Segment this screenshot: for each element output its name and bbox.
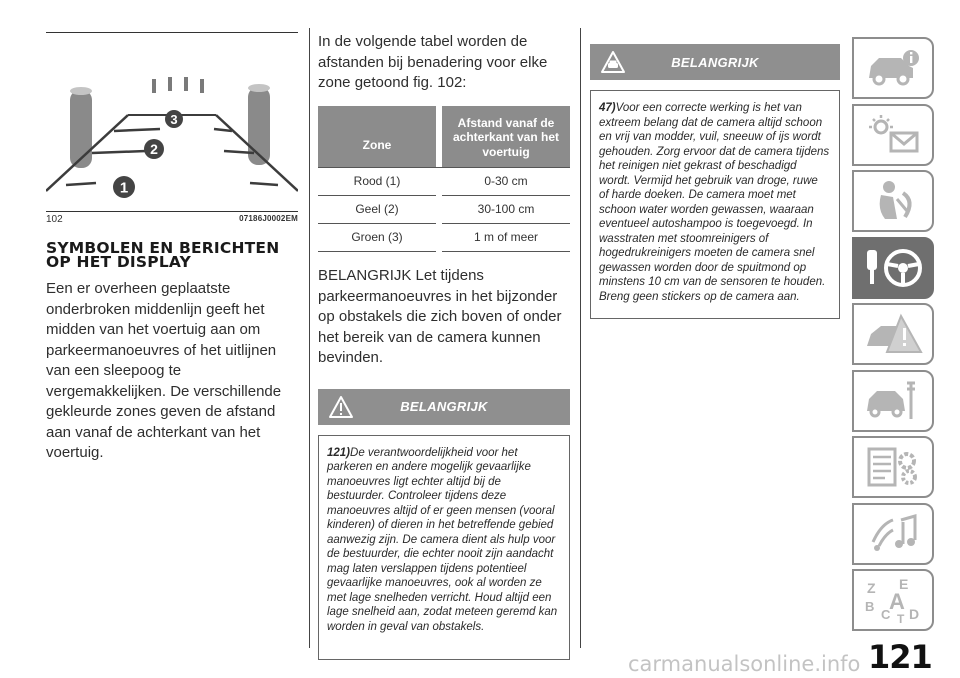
middle-column — [318, 32, 570, 660]
table-cell: 30-100 cm — [442, 196, 570, 224]
warning-number: 121) — [327, 446, 351, 459]
center-dashes — [152, 77, 204, 93]
marker-2 — [144, 139, 164, 159]
table-row — [318, 224, 570, 252]
svg-text:1: 1 — [119, 179, 129, 197]
warning-text: De verantwoordelijkheid voor het parkeren en andere mogelijk gevaarlijke manoeuvres ligt echter altijd bij de bestuurder. Controleer tijdens deze manoeuvres altijd of er geen mensen (vooral kinderen) of dieren in het betreffende gebied aanwezig zijn. De camera dient als hulp voor de bestuurder, die echter nooit zijn aandacht mag laten verslappen tijdens potentieel gevaarlijke manoeuvres, ook al worden ze met lage snelheden verricht. Houd altijd een lage snelheid aan, zodat meteen geremd kan worden in geval van obstakels. — [327, 446, 558, 633]
index-letters-icon — [861, 575, 925, 625]
important-note: BELANGRIJK Let tijdens parkeermanoeuvres in het bijzonder op obstakels die zich boven of onder het bereik van de camera kunnen bevinden. — [318, 267, 562, 366]
warning-number: 47) — [599, 102, 616, 114]
table-cell: 0-30 cm — [442, 168, 570, 196]
table-cell: Rood (1) — [318, 168, 436, 196]
distance-table — [318, 106, 570, 253]
marker-3 — [165, 110, 183, 128]
warning-body — [590, 90, 840, 319]
figure-caption — [46, 214, 298, 225]
svg-text:T: T — [897, 612, 905, 625]
guidelines-illustration — [46, 33, 298, 213]
multimedia-icon — [863, 512, 923, 556]
warning-header — [590, 44, 840, 80]
marker-1 — [113, 176, 135, 198]
chapter-tabs — [852, 37, 934, 636]
svg-text:A: A — [889, 589, 905, 614]
seat-airbag-icon — [863, 179, 923, 223]
tab-car-accident[interactable] — [852, 303, 934, 365]
table-cell: 1 m of meer — [442, 224, 570, 252]
table-cell: Geel (2) — [318, 196, 436, 224]
car-accident-icon — [863, 312, 923, 356]
column-divider — [580, 28, 581, 648]
car-warning-icon — [600, 50, 626, 77]
left-post — [70, 87, 92, 168]
car-info-icon — [863, 48, 923, 88]
tab-warning-lights[interactable] — [852, 104, 934, 166]
warning-lights-icon — [863, 113, 923, 157]
table-intro: In de volgende tabel worden de afstanden bij benadering voor elke zone getoond fig. 102: — [318, 33, 548, 91]
specs-gears-icon — [863, 445, 923, 489]
svg-text:D: D — [909, 606, 920, 622]
svg-text:C: C — [881, 607, 891, 622]
svg-text:E: E — [899, 576, 909, 592]
section-body: Een er overheen geplaatste onderbroken middenlijn geeft het midden van het voertuig aan om parkeermanoeuvres of het uitlijnen van een sleepoog te vergemakkelijken. De verschillende gekleurde zones geven de afstand aan vanaf de achterkant van het voertuig. — [46, 280, 282, 461]
svg-text:3: 3 — [170, 112, 178, 127]
warning-body — [318, 435, 570, 660]
tab-key-steering-wheel[interactable] — [852, 237, 934, 299]
column-divider — [309, 28, 310, 648]
figure-code: 07186J0002EM — [239, 214, 298, 223]
tab-index-letters[interactable] — [852, 569, 934, 631]
key-steering-wheel-icon — [861, 246, 925, 290]
warning-heading: BELANGRIJK — [400, 399, 488, 414]
table-header-zone: Zone — [318, 106, 436, 168]
table-header-distance: Afstand vanaf de achterkant van het voertuig — [442, 106, 570, 168]
tab-car-info[interactable] — [852, 37, 934, 99]
car-tools-icon — [863, 379, 923, 423]
watermark: carmanualsonline.info — [628, 652, 861, 676]
svg-text:B: B — [865, 599, 875, 614]
table-cell: Groen (3) — [318, 224, 436, 252]
right-column — [590, 44, 840, 319]
warning-text: Voor een correcte werking is het van extreem belang dat de camera altijd schoon en vrij van modder, vuil, sneeuw of ijs wordt gehouden. Zorg ervoor dat de camera tijdens het reinigen niet gekrast of beschadigd wordt. Vermijd het gebruik van droge, ruwe of harde doeken. De camera moet met schoon water worden gewassen, waaraan eventueel autoshampoo is toegevoegd. In wasstraten met stoomreinigers of hogedrukreinigers moeten de camera snel gewassen worden door de spuitmond op minstens 10 cm van de sensoren te houden. Breng geen stickers op de camera aan. — [599, 102, 830, 303]
warning-header — [318, 389, 570, 425]
page-number: 121 — [868, 638, 932, 676]
warning-heading: BELANGRIJK — [671, 54, 759, 70]
figure-number: 102 — [46, 214, 63, 225]
left-column — [46, 32, 298, 464]
camera-guidelines-figure — [46, 32, 298, 212]
tab-car-tools[interactable] — [852, 370, 934, 432]
tab-multimedia[interactable] — [852, 503, 934, 565]
tab-seat-airbag[interactable] — [852, 170, 934, 232]
svg-text:Z: Z — [867, 580, 876, 596]
section-title: SYMBOLEN EN BERICHTEN OP HET DISPLAY — [46, 239, 280, 271]
warning-triangle-icon — [328, 395, 354, 422]
table-row — [318, 196, 570, 224]
svg-text:2: 2 — [150, 141, 158, 157]
table-row — [318, 168, 570, 196]
warning-block-121 — [318, 389, 570, 660]
tab-specs-gears[interactable] — [852, 436, 934, 498]
